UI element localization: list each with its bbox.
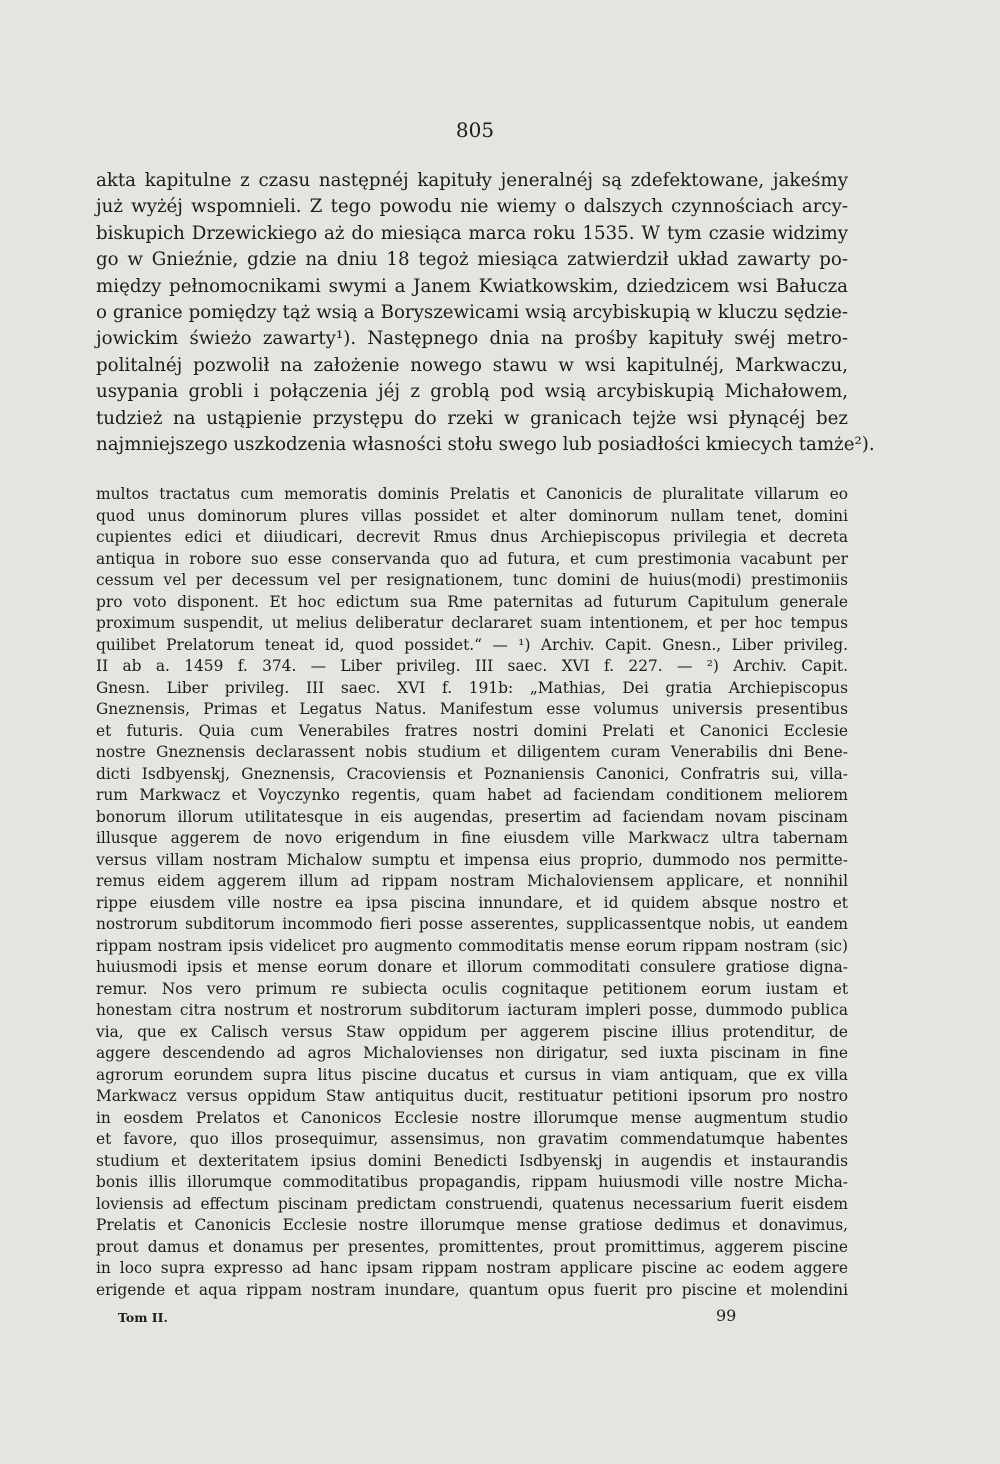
footnote-line: Gnesn. Liber privileg. III saec. XVI f. 191b: „Mathias, Dei gratia Archiepiscopus	[96, 678, 848, 697]
footnote-line: aggere descendendo ad agros Michalovienses non dirigatur, sed iuxta piscinam in fine	[96, 1044, 848, 1062]
footnote-line: rippam nostram ipsis videlicet pro augmento commoditatis mense eorum rippam nostram (sic)	[96, 936, 848, 955]
text-line: biskupich Drzewickiego aż do miesiąca marca roku 1535. W tym czasie widzimy	[96, 222, 848, 244]
main-text	[96, 168, 875, 458]
volume-label: Tom II.	[118, 1310, 168, 1325]
text-line: o granice pomiędzy tąż wsią a Boryszewicami wsią arcybiskupią w kluczu sędzie-	[96, 302, 848, 324]
footnote-line: quod unus dominorum plures villas possidet et alter dominorum nullam tenet, domini	[96, 506, 848, 525]
footnote-line: cupientes edici et diiudicari, decrevit Rmus dnus Archiepiscopus privilegia et decreta	[96, 528, 848, 546]
text-line: usypania grobli i połączenia jéj z groblą pod wsią arcybiskupią Michałowem,	[96, 381, 848, 403]
footnote-line: multos tractatus cum memoratis dominis Prelatis et Canonicis de pluralitate villarum eo	[96, 485, 848, 503]
text-line: akta kapitulne z czasu następnéj kapituły jeneralnéj są zdefektowane, jakeśmy	[96, 170, 848, 191]
footnote-line: huiusmodi ipsis et mense eorum donare et illorum commoditati consulere gratiose digna-	[96, 958, 848, 976]
page-number: 805	[455, 118, 495, 142]
footnote-line: quilibet Prelatorum teneat id, quod possidet.“ — ¹) Archiv. Capit. Gnesn., Liber privileg.	[96, 635, 848, 654]
text-line: już wyżéj wspomnieli. Z tego powodu nie wiemy o dalszych czynnościach arcy-	[96, 196, 848, 218]
footnote-line: pro voto disponent. Et hoc edictum sua Rme paternitas ad futurum Capitulum generale	[96, 592, 848, 611]
footnote-line: in eosdem Prelatos et Canonicos Ecclesie nostre illorumque mense augmentum studio	[96, 1108, 848, 1127]
footnote-line: rippe eiusdem ville nostre ea ipsa piscina innundare, et id quidem absque nostro et	[96, 893, 848, 912]
footnote-line: cessum vel per decessum vel per resignationem, tunc domini de huius(modi) prestimoniis	[96, 571, 848, 589]
footnote-line: proximum suspendit, ut melius deliberatur declararet suam intentionem, et per hoc tempus	[96, 614, 848, 632]
footnote-line: illusque aggerem de novo erigendum in fine eiusdem ville Markwacz ultra tabernam	[96, 829, 848, 847]
sheet-signature: 99	[716, 1306, 737, 1325]
footnote-line: loviensis ad effectum piscinam predictam construendi, quatenus necessarium fuerit eisdem	[96, 1194, 848, 1213]
footnote-line: erigende et aqua rippam nostram inundare, quantum opus fuerit pro piscine et molendini	[96, 1280, 848, 1299]
text-line: politalnéj pozwolił na założenie nowego stawu w wsi kapitulnéj, Markwaczu,	[96, 354, 848, 376]
footnote-line: nostrorum subditorum incommodo fieri posse asserentes, supplicassentque nobis, ut eandem	[96, 915, 848, 933]
footnote-line: in loco supra expresso ad hanc ipsam rippam nostram applicare piscine ac eodem aggere	[96, 1259, 848, 1277]
footnote-line: versus villam nostram Michalow sumptu et impensa eius proprio, dummodo nos permitte-	[96, 850, 848, 869]
footnote-line: honestam citra nostrum et nostrorum subditorum iacturam impleri posse, dummodo publica	[96, 1001, 848, 1019]
footnote-line: bonorum illorum utilitatesque in eis augendas, presertim ad faciendam novam piscinam	[96, 807, 848, 826]
text-line: jowickim świeżo zawarty¹). Następnego dnia na prośby kapituły swéj metro-	[96, 328, 848, 350]
footnote-line: II ab a. 1459 f. 374. — Liber privileg. III saec. XVI f. 227. — ²) Archiv. Capit.	[96, 657, 848, 675]
text-line: go w Gnieźnie, gdzie na dniu 18 tegoż miesiąca zatwierdził układ zawarty po-	[96, 249, 848, 271]
footnote-line: via, que ex Calisch versus Staw oppidum per aggerem piscine illius protenditur, de	[96, 1022, 848, 1041]
text-line: najmniejszego uszkodzenia własności stołu swego lub posiadłości kmiecych tamże²).	[96, 434, 875, 456]
text-line: między pełnomocnikami swymi a Janem Kwiatkowskim, dziedzicem wsi Bałucza	[96, 275, 848, 297]
footnote-line: remur. Nos vero primum re subiecta oculis cognitaque petitionem eorum iustam et	[96, 979, 848, 998]
footnote-line: rum Markwacz et Voyczynko regentis, quam habet ad faciendam conditionem meliorem	[96, 786, 848, 804]
text-line: tudzież na ustąpienie przystępu do rzeki w granicach tejże wsi płynącéj bez	[96, 407, 848, 429]
footnote-line: Prelatis et Canonicis Ecclesie nostre illorumque mense gratiose dedimus et donavimus,	[96, 1216, 848, 1234]
footnote-line: Markwacz versus oppidum Staw antiquitus ducit, restituatur petitioni ipsorum pro nostro	[96, 1087, 848, 1105]
footnote-line: agrorum eorundem supra litus piscine ducatus et cursus in viam antiquam, que ex villa	[96, 1065, 848, 1084]
footnote-line: remus eidem aggerem illum ad rippam nostram Michaloviensem applicare, et nonnihil	[96, 872, 848, 890]
footnote-line: prout damus et donamus per presentes, promittentes, prout promittimus, aggerem piscine	[96, 1237, 848, 1256]
footnote-line: et favore, quo illos prosequimur, assensimus, non gravatim commendatumque habentes	[96, 1130, 848, 1148]
footnote-line: Gneznensis, Primas et Legatus Natus. Manifestum esse volumus universis presentibus	[96, 700, 848, 718]
footnote-line: dicti Isdbyenskj, Gneznensis, Cracoviensis et Poznaniensis Canonici, Confratris sui, villa-	[96, 764, 848, 783]
footnotes	[96, 484, 848, 1301]
footnote-line: et futuris. Quia cum Venerabiles fratres nostri domini Prelati et Canonici Ecclesie	[96, 721, 848, 740]
footnote-line: studium et dexteritatem ipsius domini Benedicti Isdbyenskj in augendis et instaurandis	[96, 1151, 848, 1170]
footnote-line: nostre Gneznensis declarassent nobis studium et diligentem curam Venerabilis dni Bene-	[96, 743, 848, 761]
footnote-line: antiqua in robore suo esse conservanda quo ad futura, et cum prestimonia vacabunt per	[96, 549, 848, 568]
footnote-line: bonis illis illorumque commoditatibus propagandis, rippam huiusmodi ville nostre Micha-	[96, 1173, 848, 1191]
